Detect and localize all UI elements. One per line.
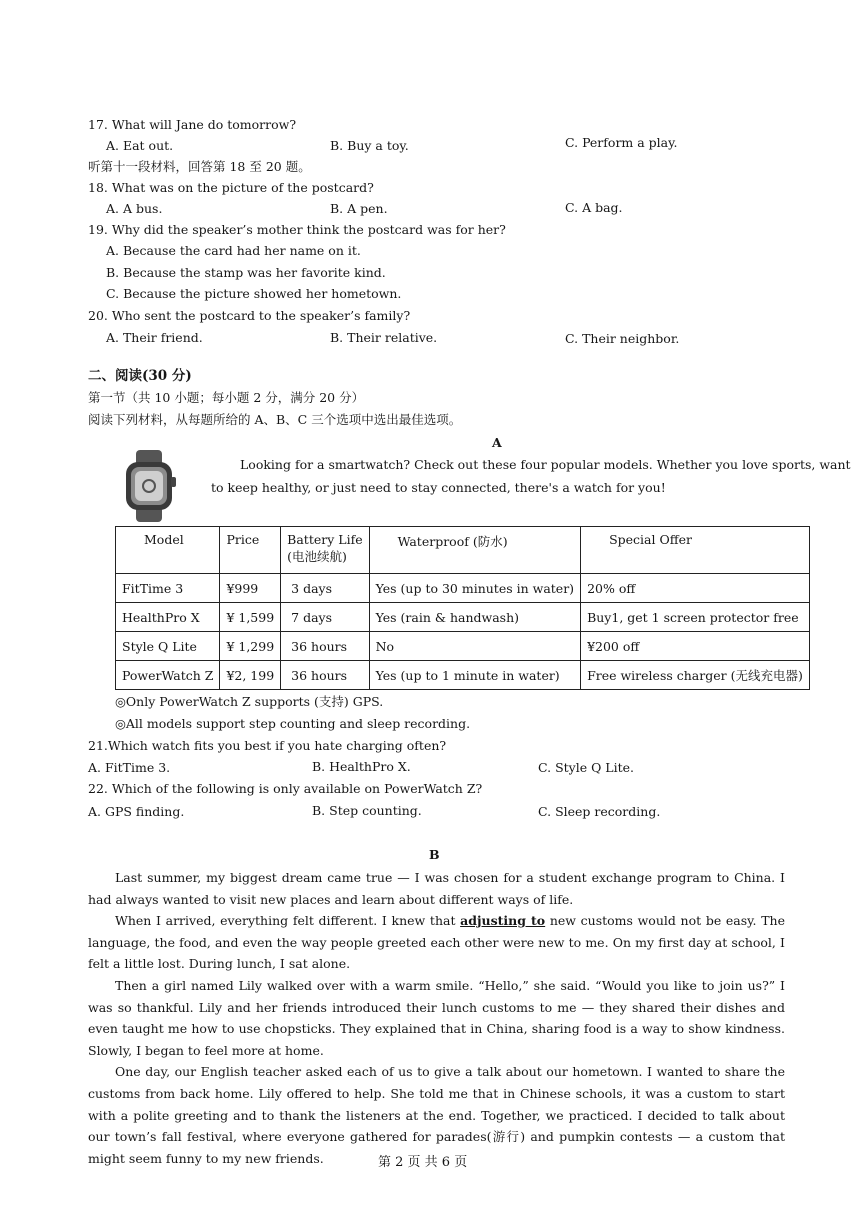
- option-21c: C. Style Q Lite.: [538, 760, 634, 775]
- cell-battery: 3 days: [281, 574, 369, 603]
- passage-b-paragraph-2: [88, 910, 785, 975]
- passage-b-label: B: [429, 847, 440, 862]
- option-22a: A. GPS finding.: [88, 804, 185, 819]
- passage-b-paragraph-3: Then a girl named Lily walked over with a warm smile. “Hello,” she said. “Would you like to join us?” I was so thankful. Lily and her friends introduced their lunch customs to me — they shared their dishes and even taught me how to use chopsticks. They explained that in China, sharing food is a way to show kindness. Slowly, I began to feel more at home.: [88, 977, 785, 1058]
- cell-waterproof: No: [369, 632, 580, 661]
- note-all-models: ◎All models support step counting and sleep recording.: [115, 716, 471, 731]
- header-offer: Special Offer: [581, 527, 810, 574]
- header-waterproof: Waterproof (防水): [369, 527, 580, 574]
- reading-subheading: 第一节（共 10 小题；每小题 2 分，满分 20 分）: [88, 390, 365, 405]
- option-18c: C. A bag.: [565, 200, 623, 215]
- passage-a-intro-2: to keep healthy, or just need to stay connected, there's a watch for you!: [211, 480, 666, 495]
- cell-offer: Free wireless charger (无线充电器): [581, 661, 810, 690]
- option-21a: A. FitTime 3.: [88, 760, 171, 775]
- passage-b-body: [88, 867, 785, 1169]
- option-20a: A. Their friend.: [106, 330, 203, 345]
- table-row: [116, 574, 810, 603]
- question-19: 19. Why did the speaker’s mother think the postcard was for her?: [88, 222, 506, 237]
- paragraph-2-end: new customs would not be easy. The language, the food, and even the way people greeted each other were new to me. On my first day at school, I felt a little lost. During lunch, I sat alone.: [88, 913, 785, 972]
- question-18: 18. What was on the picture of the postcard?: [88, 180, 374, 195]
- cell-model: FitTime 3: [116, 574, 220, 603]
- passage-a-label: A: [492, 435, 502, 450]
- smartwatch-icon: [118, 450, 182, 522]
- table-header-row: [116, 527, 810, 574]
- option-18b: B. A pen.: [330, 201, 388, 216]
- table-row: [116, 632, 810, 661]
- cell-offer: Buy1, get 1 screen protector free: [581, 603, 810, 632]
- header-battery-cn: (电池续航): [287, 549, 347, 564]
- option-18a: A. A bus.: [106, 201, 163, 216]
- underlined-phrase: adjusting to: [460, 913, 546, 929]
- option-19b: B. Because the stamp was her favorite kind.: [106, 265, 386, 280]
- option-20c: C. Their neighbor.: [565, 331, 680, 346]
- option-19a: A. Because the card had her name on it.: [106, 243, 361, 258]
- cell-price: ¥999: [220, 574, 281, 603]
- cell-model: PowerWatch Z: [116, 661, 220, 690]
- table-row: [116, 661, 810, 690]
- header-battery: [281, 527, 369, 574]
- option-22c: C. Sleep recording.: [538, 804, 661, 819]
- cell-model: HealthPro X: [116, 603, 220, 632]
- header-price: Price: [220, 527, 281, 574]
- section-note: 听第十一段材料，回答第 18 至 20 题。: [88, 159, 311, 174]
- cell-price: ¥ 1,299: [220, 632, 281, 661]
- cell-price: ¥2, 199: [220, 661, 281, 690]
- cell-battery: 36 hours: [281, 661, 369, 690]
- cell-battery: 36 hours: [281, 632, 369, 661]
- header-battery-en: Battery Life: [287, 532, 363, 547]
- question-22: 22. Which of the following is only available on PowerWatch Z?: [88, 781, 483, 796]
- header-model: Model: [116, 527, 220, 574]
- option-17c: C. Perform a play.: [565, 135, 678, 150]
- option-19c: C. Because the picture showed her hometown.: [106, 286, 402, 301]
- option-22b: B. Step counting.: [312, 803, 422, 818]
- option-21b: B. HealthPro X.: [312, 759, 411, 774]
- passage-b-paragraph-4: One day, our English teacher asked each of us to give a talk about our hometown. I wanted to share the customs from back home. Lily offered to help. She told me that in Chinese schools, it was a custom to start with a polite greeting and to thank the listeners at the end. Together, we practiced. I decided to talk about our town’s fall festival, where everyone gathered for parades(游行) and pumpkin contests — a custom that might seem funny to my new friends.: [88, 1064, 785, 1166]
- option-17b: B. Buy a toy.: [330, 138, 409, 153]
- reading-heading: 二、阅读(30 分): [88, 368, 192, 384]
- cell-offer: 20% off: [581, 574, 810, 603]
- page-number: 第 2 页 共 6 页: [378, 1155, 468, 1170]
- cell-battery: 7 days: [281, 603, 369, 632]
- cell-price: ¥ 1,599: [220, 603, 281, 632]
- cell-offer: ¥200 off: [581, 632, 810, 661]
- cell-waterproof: Yes (rain & handwash): [369, 603, 580, 632]
- table-row: [116, 603, 810, 632]
- passage-b-paragraph-1: Last summer, my biggest dream came true — I was chosen for a student exchange program to China. I had always wanted to visit new places and learn about different ways of life.: [88, 870, 785, 907]
- note-gps: ◎Only PowerWatch Z supports (支持) GPS.: [115, 694, 384, 709]
- passage-a-intro-1: Looking for a smartwatch? Check out these four popular models. Whether you love sports, want: [240, 457, 851, 472]
- option-17a: A. Eat out.: [106, 138, 174, 153]
- question-21: 21.Which watch fits you best if you hate charging often?: [88, 738, 447, 753]
- paragraph-2-start: When I arrived, everything felt different. I knew that: [115, 913, 461, 929]
- cell-waterproof: Yes (up to 30 minutes in water): [369, 574, 580, 603]
- option-20b: B. Their relative.: [330, 330, 438, 345]
- question-17: 17. What will Jane do tomorrow?: [88, 117, 297, 132]
- reading-instruction: 阅读下列材料，从每题所给的 A、B、C 三个选项中选出最佳选项。: [88, 412, 462, 427]
- cell-model: Style Q Lite: [116, 632, 220, 661]
- cell-waterproof: Yes (up to 1 minute in water): [369, 661, 580, 690]
- question-20: 20. Who sent the postcard to the speaker’s family?: [88, 308, 411, 323]
- smartwatch-table: [115, 526, 810, 690]
